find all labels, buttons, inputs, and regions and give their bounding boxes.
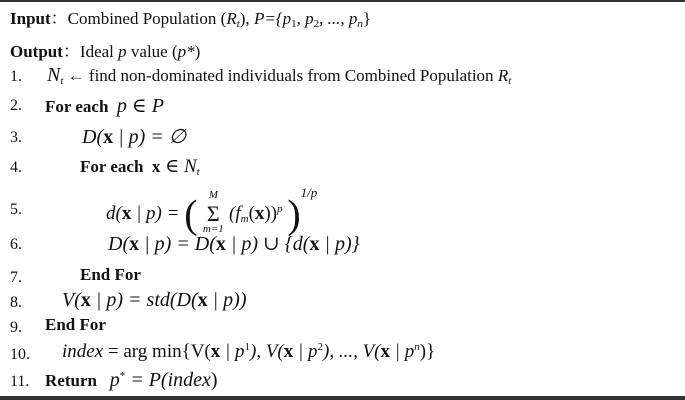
summation: M Σ m=1: [202, 188, 224, 235]
line-number: 2.: [10, 97, 22, 114]
line-number: 4.: [10, 159, 22, 176]
step-11: Return p* = P(index): [45, 369, 218, 391]
top-rule: [0, 0, 685, 2]
keyword-return: Return: [45, 371, 97, 390]
step-2: For each p ∈ P: [45, 95, 164, 117]
input-label: Input: [10, 9, 51, 28]
line-number: 11.: [10, 373, 30, 390]
input-line: Input：Combined Population $(R_t)$, $P=\{p_1$, $p_2$, ..., $p_n$}: [10, 9, 372, 30]
step-9: [45, 315, 106, 335]
step-4: For each x ∈ $N_t$: [80, 156, 200, 178]
step-1: $N_t$ ← find non-dominated individuals from Combined Population $R_t$: [47, 64, 512, 87]
line-number: 6.: [10, 236, 22, 253]
line-number: 8.: [10, 294, 22, 311]
step-8: V(x | p) = std(D(x | p)): [62, 289, 247, 311]
step-3: D(x | p) = ∅: [82, 126, 187, 148]
left-paren: (: [184, 191, 198, 237]
keyword-end-for: End For: [45, 315, 106, 334]
line-number: 10.: [10, 346, 30, 363]
step-5: d(x | p) = ( M Σ m=1 $(f_m(x))^p$ )$^{1/p}$: [106, 185, 318, 237]
step-10: index = arg min{V(x | $p^1$), V(x | $p^2$), ..., V(x | $p^n$)}: [62, 341, 436, 362]
keyword-end-for: End For: [80, 265, 141, 284]
bottom-rule: [0, 396, 685, 400]
keyword-for-each: For each: [80, 157, 144, 176]
keyword-for-each: For each: [45, 97, 109, 116]
line-number: 5.: [10, 201, 22, 218]
right-paren: ): [287, 191, 301, 237]
output-line: Output：Ideal p value (p*): [10, 42, 201, 61]
step-6: D(x | p) = D(x | p) ∪ {d(x | p)}: [108, 233, 360, 255]
line-number: 7.: [10, 269, 22, 286]
output-label: Output: [10, 42, 63, 61]
line-number: 9.: [10, 319, 22, 336]
line-number: 1.: [10, 68, 22, 85]
step-7: [80, 265, 141, 285]
line-number: 3.: [10, 129, 22, 146]
